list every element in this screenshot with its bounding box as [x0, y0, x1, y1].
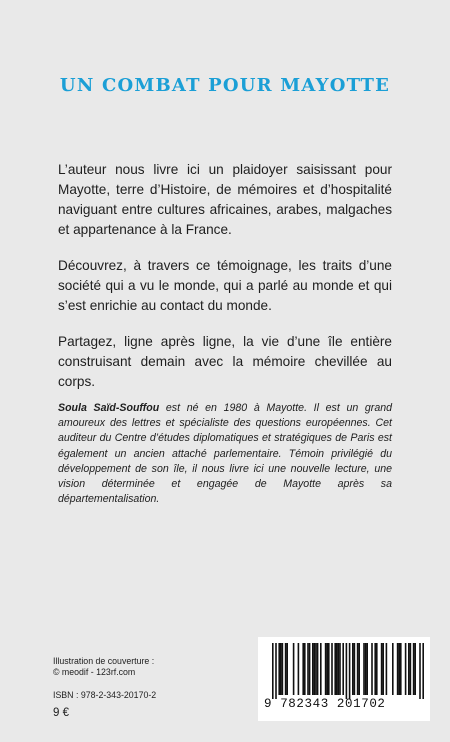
author-bio — [58, 401, 392, 507]
barcode-bar — [338, 643, 340, 695]
barcode-bar — [293, 643, 295, 695]
barcode-bar — [309, 643, 311, 695]
illustration-label: Illustration de couverture : — [53, 656, 155, 666]
barcode-bar — [312, 643, 314, 695]
barcode-bar — [400, 643, 402, 695]
barcode-bars — [258, 637, 430, 699]
barcode-bar — [342, 643, 344, 695]
barcode-bar — [307, 643, 309, 695]
price: 9 € — [53, 707, 69, 719]
book-title: UN COMBAT POUR MAYOTTE — [59, 75, 391, 96]
barcode-bar — [371, 643, 373, 695]
barcode-bar — [346, 643, 348, 699]
barcode-bar — [302, 643, 304, 695]
barcode-bar — [365, 643, 367, 695]
barcode-bar — [354, 643, 356, 695]
barcode-bar — [339, 643, 341, 695]
barcode-bar — [331, 643, 333, 695]
barcode-bar — [386, 643, 388, 695]
barcode-bar — [304, 643, 306, 695]
barcode-bar — [357, 643, 359, 695]
barcode-bar — [382, 643, 384, 695]
barcode — [258, 637, 430, 721]
barcode-bar — [285, 643, 287, 695]
barcode-bar — [272, 643, 274, 699]
barcode-bar — [392, 643, 394, 695]
illustration-credit: © meodif - 123rf.com — [53, 667, 136, 677]
barcode-bar — [334, 643, 336, 695]
barcode-bar — [317, 643, 319, 695]
barcode-bar — [315, 643, 317, 695]
barcode-bar — [280, 643, 282, 695]
barcode-bar — [336, 643, 338, 695]
barcode-bar — [397, 643, 399, 695]
barcode-bar — [352, 643, 354, 695]
barcode-bar — [408, 643, 410, 695]
blurb — [58, 160, 392, 408]
credits — [53, 656, 233, 719]
barcode-bar — [349, 643, 351, 699]
barcode-bar — [328, 643, 330, 695]
barcode-bar — [325, 643, 327, 695]
barcode-bar — [398, 643, 400, 695]
barcode-bar — [275, 643, 277, 699]
barcode-bar — [381, 643, 383, 695]
barcode-bar — [410, 643, 412, 695]
barcode-bar — [320, 643, 322, 695]
barcode-bar — [414, 643, 416, 695]
barcode-bar — [376, 643, 378, 695]
barcode-bar — [366, 643, 368, 695]
blurb-paragraph: Partagez, ligne après ligne, la vie d’une île entière construisant demain avec la mémoire chevillée au corps. — [58, 334, 392, 389]
barcode-bar — [326, 643, 328, 695]
barcode-bar — [286, 643, 288, 695]
blurb-paragraph: Découvrez, à travers ce témoignage, les traits d’une société qui a vu le monde, qui a parlé au monde et qui s’est enrichie au contact du monde. — [58, 258, 392, 313]
author-name: Soula Saïd-Souffou — [58, 402, 160, 414]
barcode-bar — [298, 643, 300, 695]
barcode-bar — [358, 643, 360, 695]
barcode-bar — [278, 643, 280, 695]
blurb-paragraph: L’auteur nous livre ici un plaidoyer saisissant pour Mayotte, terre d’Histoire, de mémoires et d’hospitalité naviguant entre cultures africaines, arabes, malgaches et appartenance à la France. — [58, 162, 392, 237]
author-bio-text: est né en 1980 à Mayotte. Il est un grand amoureux des lettres et spécialiste des questions européennes. Cet auditeur du Centre d’études diplomatiques et stratégiques de Paris est également un ancien attaché parlementaire. Témoin privilégié du développement de son île, il nous livre ici une nouvelle lecture, une vision déterminée et engagée de Mayotte après sa départementalisation. — [58, 402, 392, 506]
isbn: ISBN : 978-2-343-20170-2 — [53, 690, 157, 700]
barcode-bar — [413, 643, 415, 695]
barcode-bar — [374, 643, 376, 695]
barcode-bar — [422, 643, 424, 699]
barcode-bar — [314, 643, 316, 695]
barcode-bar — [282, 643, 284, 695]
barcode-bar — [363, 643, 365, 695]
barcode-bar — [419, 643, 421, 699]
barcode-bar — [405, 643, 407, 695]
barcode-digits: 9 782343 201702 — [264, 697, 386, 711]
